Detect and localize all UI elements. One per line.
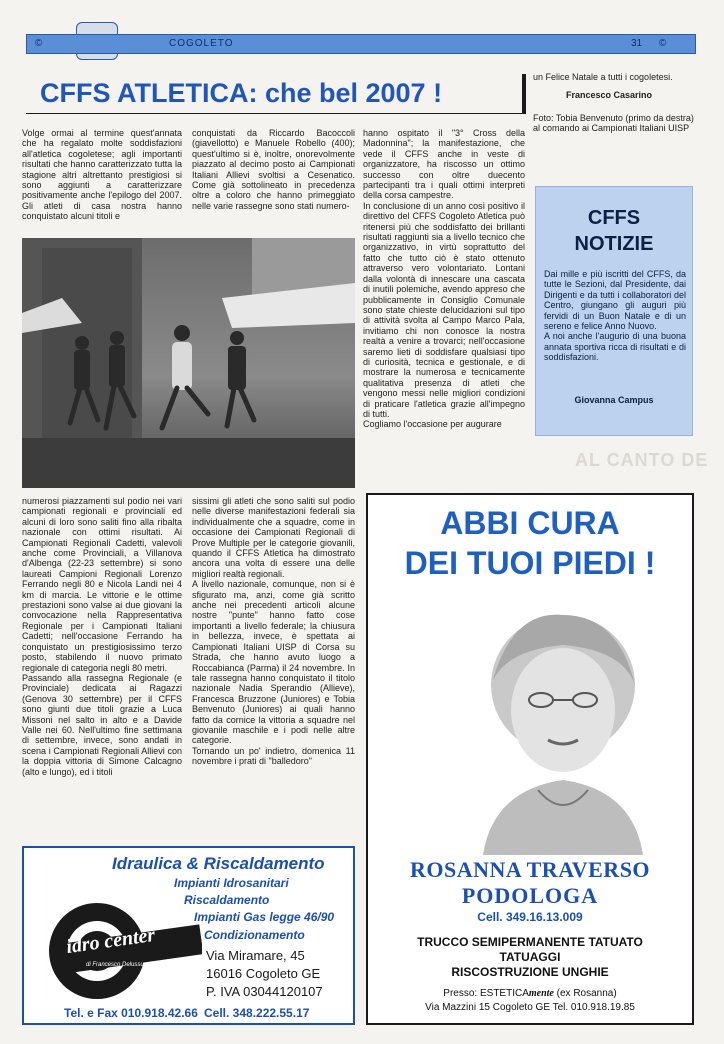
header-town: COGOLETO	[169, 38, 234, 49]
portrait-photo	[453, 590, 673, 855]
logo-text: idro center	[64, 923, 157, 959]
logo-subtext: di Francesco Delussu	[86, 962, 144, 968]
notizie-title-line2: NOTIZIE	[574, 233, 654, 255]
bleed-through-text: AL CANTO DE	[575, 450, 709, 470]
cffs-notizie-box	[535, 186, 693, 436]
notizie-title-line1: CFFS	[587, 207, 641, 229]
idraulica-line1: Impianti Idrosanitari	[174, 876, 289, 890]
idraulica-vat: P. IVA 03044120107	[206, 984, 323, 999]
headline-rule	[522, 74, 526, 114]
service-1: TRUCCO SEMIPERMANENTE TATUATO	[417, 935, 643, 949]
article-col3: hanno ospitato il "3° Cross della Madonnina"; la manifestazione, che vede il CFFS anche in veste di organizzatore, ha riscosso un ottimo successo con oltre duecento partecipanti tra i quali ottimi interpreti della corsa campestre. In conclusione di un anno così positivo il direttivo del CFFS Cogoleto Atletica può ritenersi più che soddisfatto dei brillanti risultati raggiunti sia a livello tecnico che organizzativo, in virtù soprattutto del fatto che tutto ciò è stato ottenuto attraverso vero volontariato. Lontani dalla volontà di innescare una cascata di inutili polemiche, avendo appreso che pubblicamente in Consiglio Comunale sono state chieste delucidazioni sul tipo di attività svolta al Campo Marco Pala, invitiamo chi non conosce la nostra realtà a venire a trovarci; nell'occasione saremo lieti di soddisfare qualsiasi tipo di curiosità, tecnica e gestionale, e di mostrare la numerosa e tecnicamente qualitativa presenza di atleti che vengono messi nelle migliori condizioni di praticare l'atletica grazie all'impegno di tutti. Cogliamo l'occasione per augurare	[363, 128, 525, 430]
idraulica-city: 16016 Cogoleto GE	[206, 966, 321, 981]
idraulica-tel-fax: Tel. e Fax 010.918.42.66	[64, 1006, 198, 1020]
article-col1-top: Volge ormai al termine quest'annata che ha regalato molte soddisfazioni all'atletica cogoletese; agli importanti risultati che hanno caratterizzato tutta la stagione altri altrettanto prestigiosi si sono aggiunti a caratterizzare positivamente anche l'epilogo del 2007. Gli atleti di casa nostra hanno conquistato alcuni titoli e	[22, 128, 182, 222]
race-photo	[22, 238, 355, 488]
page-number: 31	[631, 38, 643, 49]
header-symbol-right: ©	[659, 38, 667, 49]
article-col2-top: conquistati da Riccardo Bacoccoli (giavellotto) e Manuele Robello (400); quest'ultimo si è, inoltre, onorevolmente piazzato al decimo posto ai Campionati Italiani Allievi svoltisi a Cesenatico. Come già sottolineato in precedenza oltre a coloro che hanno primeggiato nelle varie rassegne sono stati numero-	[192, 128, 355, 211]
article-headline: CFFS ATLETICA: che bel 2007 !	[40, 78, 443, 108]
service-2: TATUAGGI	[499, 950, 561, 964]
podologa-ad	[366, 493, 694, 1025]
article-col4-top: un Felice Natale a tutti i cogoletesi.	[533, 72, 673, 82]
photo-caption: Foto: Tobia Benvenuto (primo da destra) al comando ai Campionati Italiani UISP	[533, 113, 694, 134]
idraulica-line3: Impianti Gas legge 46/90	[194, 910, 335, 924]
podologa-address: Via Mazzini 15 Cogoleto GE Tel. 010.918.19.85	[425, 1002, 635, 1013]
idraulica-line4: Condizionamento	[204, 928, 305, 942]
presso-label: Presso: ESTETICA	[443, 988, 529, 999]
podologa-cell: Cell. 349.16.13.009	[477, 910, 583, 924]
idraulica-street: Via Miramare, 45	[206, 948, 305, 963]
header-symbol-left: ©	[35, 38, 43, 49]
article-signature: Francesco Casarino	[566, 90, 653, 100]
idraulica-line2: Riscaldamento	[184, 893, 270, 907]
page-header	[26, 34, 696, 54]
headline-underline	[26, 113, 526, 114]
idraulica-title: Idraulica & Riscaldamento	[112, 854, 325, 873]
article-col1-bottom: numerosi piazzamenti sul podio nei vari campionati regionali e provinciali ed alcuni di loro sono saliti fino alla ribalta nazionale con ottimi risultati. Ai Campionati Regionali Cadetti, valevoli anche come Provinciali, a Villanova d'Albenga (22-23 settembre) si sono laureati Campioni Regionali Lorenzo Ferrando negli 80 e Nicola Landi nei 4 km di marcia. Le vittorie e le ottime prestazioni sono valse ai due giovani la convocazione nella Rappresentativa Regionale per i Campionati Italiani Cadetti; nell'occasione Ferrando ha conquistato un prestigiosissimo terzo posto, stabilendo il nuovo primato regionale di categoria negli 80 metri. Passando alla rassegna Regionale (e Provinciale) dedicata ai Ragazzi (Genova 30 settembre) per il CFFS sono giunti due titoli grazie a Luca Missoni nel salto in alto e a Davide Valle nei 60. Nell'ultimo fine settimana di settembre, invece, sono andati in scena i Campionati Regionali Allievi con la doppia vittoria di Simone Calcagno (alto e lungo), ed i titoli	[22, 496, 182, 777]
presso-line	[368, 988, 692, 999]
ad-headline-line2: DEI TUOI PIEDI !	[404, 545, 656, 581]
service-3: RISCOSTRUZIONE UNGHIE	[451, 965, 609, 979]
ad-headline-line1: ABBI CURA	[440, 505, 620, 541]
notizie-signature: Giovanna Campus	[574, 395, 654, 405]
presso-note: (ex Rosanna)	[556, 988, 617, 999]
podologa-role: PODOLOGA	[461, 883, 599, 908]
idraulica-cell: Cell. 348.222.55.17	[204, 1006, 310, 1020]
idro-center-logo	[42, 896, 202, 1006]
podologa-name: ROSANNA TRAVERSO	[409, 857, 651, 882]
notizie-body: Dai mille e più iscritti del CFFS, da tutte le Sezioni, dal Presidente, dai Dirigenti e da tutti i collaboratori del Centro, giungano gli auguri più fervidi di un Buon Natale e di un sereno e felice Anno Nuovo. A noi anche l'augurio di una buona annata sportiva ricca di risultati e di soddisfazioni.	[544, 269, 686, 363]
presso-brand: mente	[528, 988, 554, 999]
idraulica-ad	[22, 846, 355, 1025]
article-col2-bottom: sissimi gli atleti che sono saliti sul podio nelle diverse manifestazioni federali sia individualmente che a squadre, come in occasione dei Campionati Regionali di Prove Multiple per le categorie giovanili, quando il CFFS Atletica ha dimostrato ancora una volta di essere una delle migliori realtà regionali. A livello nazionale, comunque, non si è sfigurato ma, anzi, come già scritto anche nei precedenti articoli alcune nostre "punte" hanno fatto cose importanti a livello federale; la chiusura in bellezza, invece, è spettata ai Campionati Italiani UISP di Corsa su Strada, che hanno avuto luogo a Roccabianca (Parma) il 24 novembre. In tale rassegna hanno conquistato il titolo nazionale Nadia Sperandio (Allieve), Francesca Bruzzone (Juniores) e Tobia Benvenuto (Juniores) ai quali hanno fatto da cornice la vittoria a squadre nel giovanile maschile e i podi nelle altre categorie. Tornando un po' indietro, domenica 11 novembre i prati di "balledoro"	[192, 496, 355, 767]
